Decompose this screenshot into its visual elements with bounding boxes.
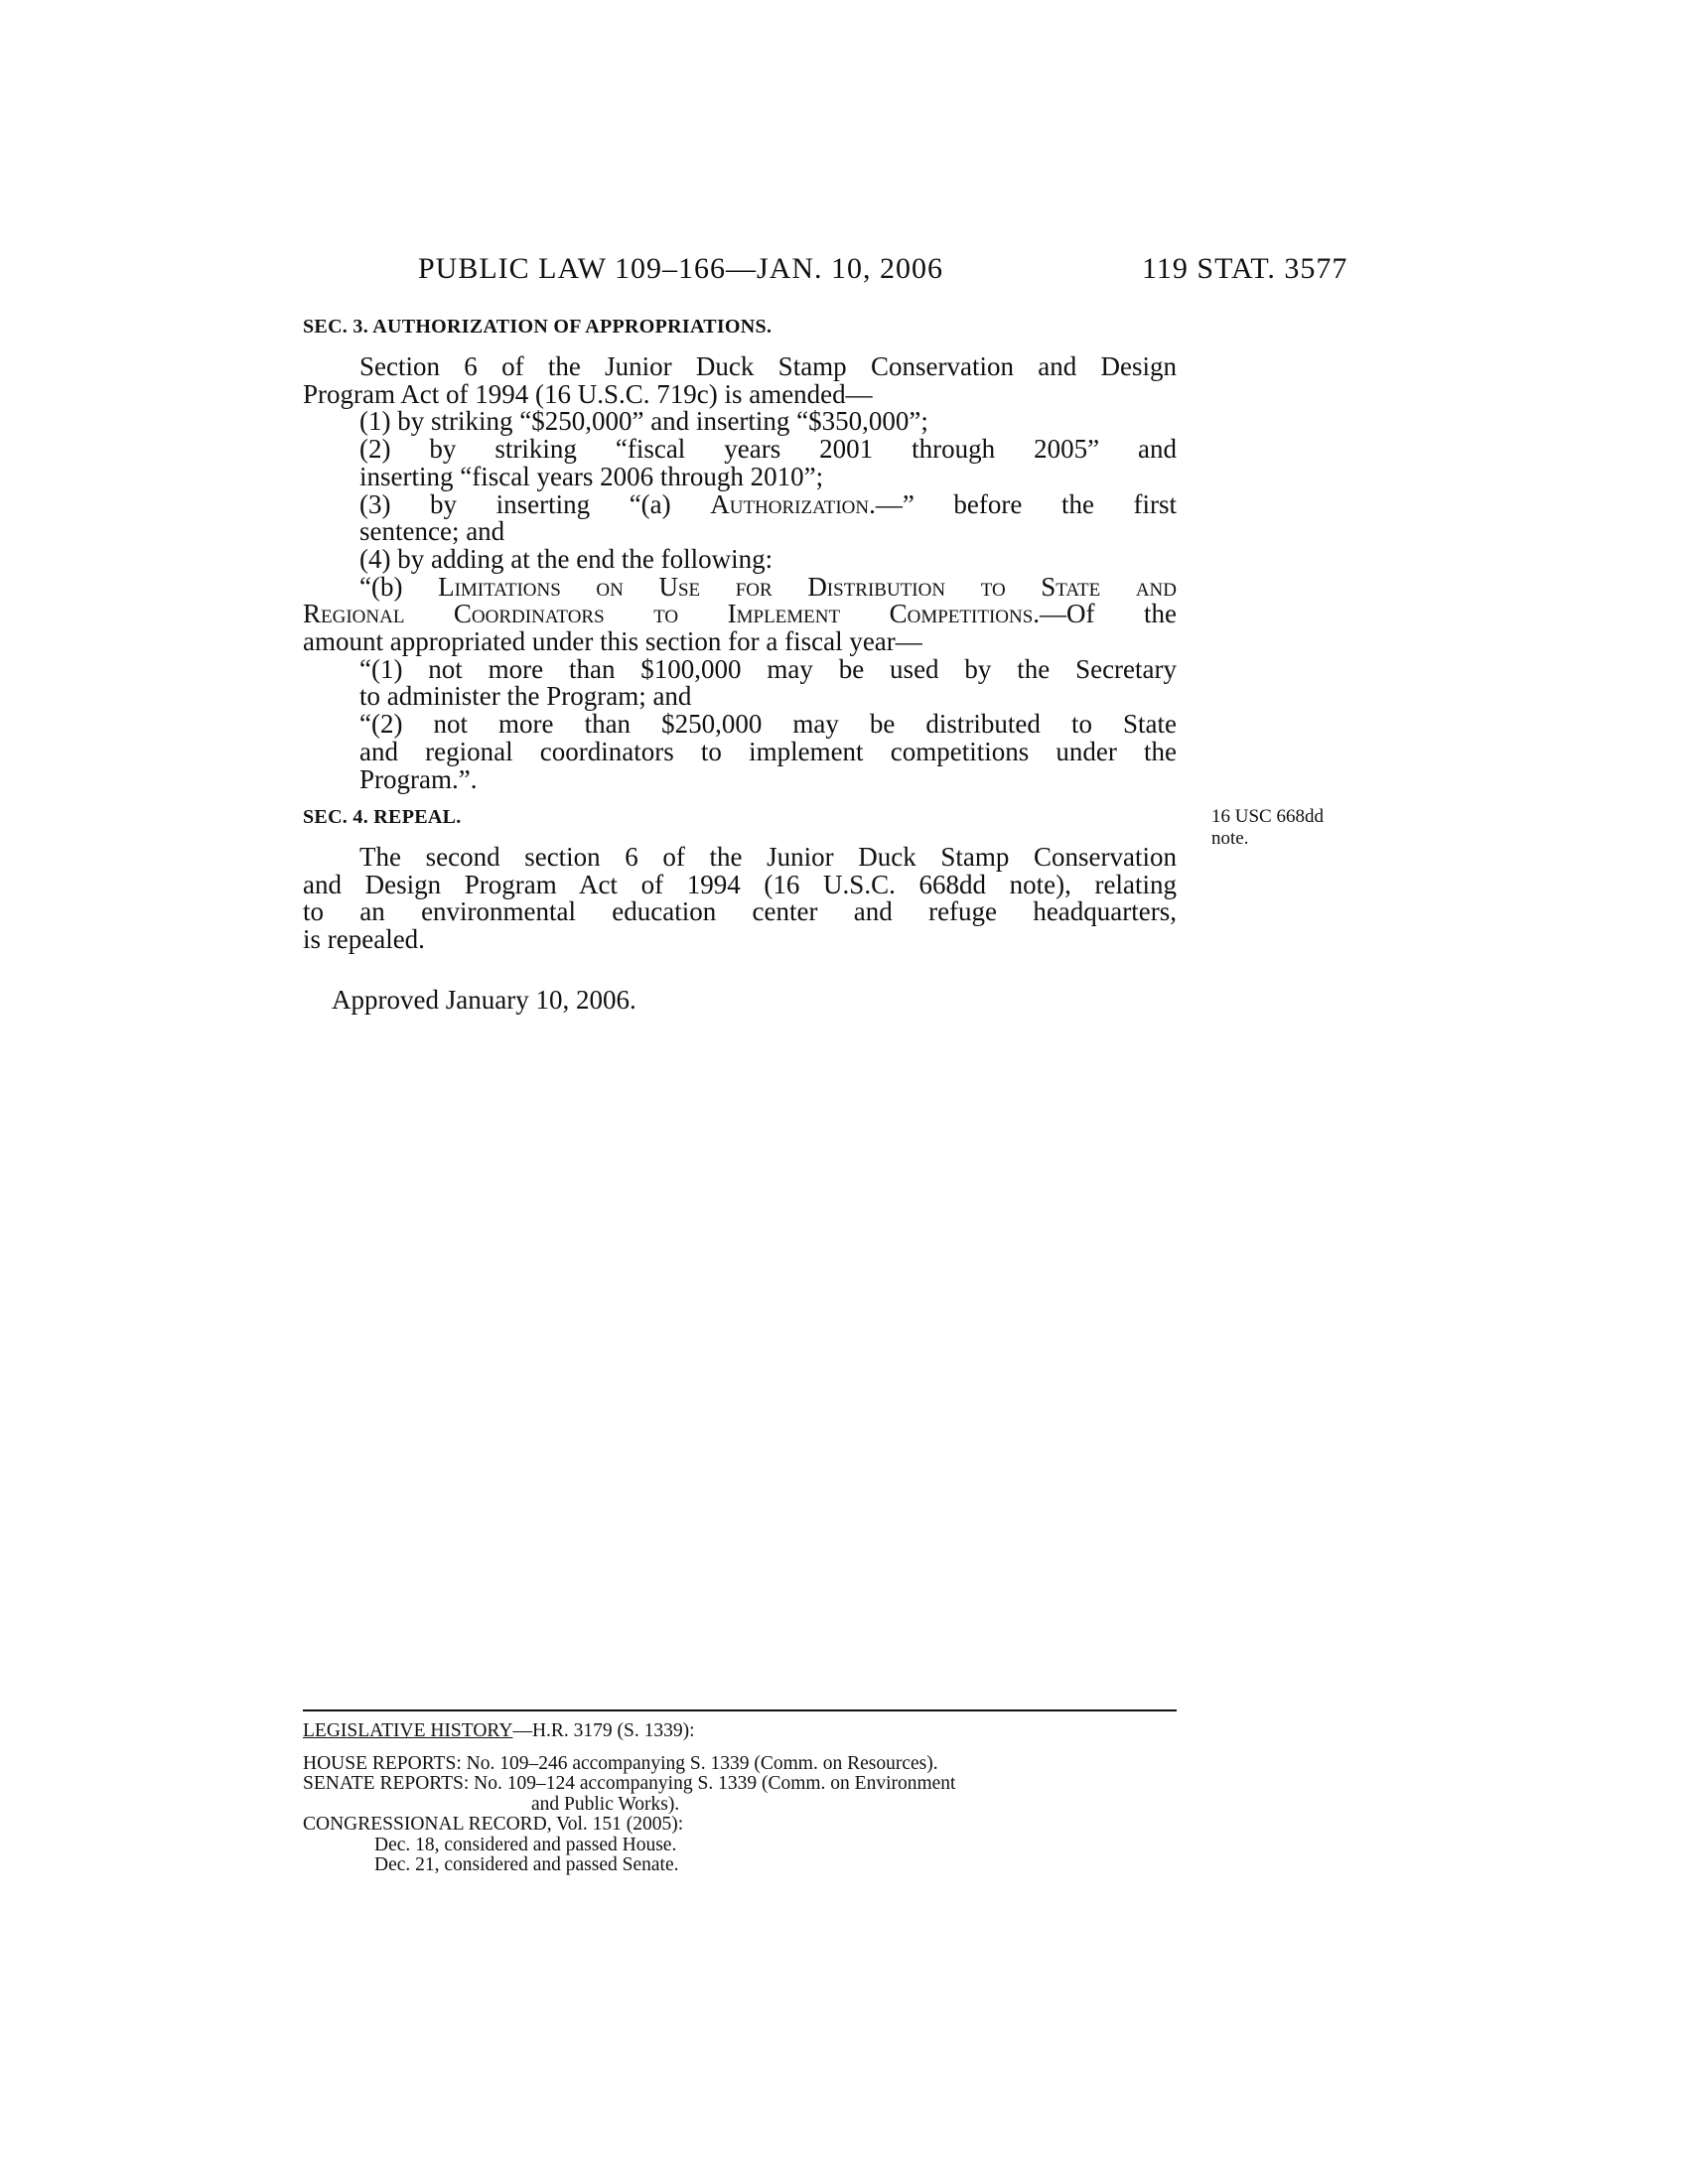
sec3-line: to administer the Program; and [359, 681, 692, 712]
footnote-rule [303, 1709, 1177, 1711]
senate-reports: SENATE REPORTS: No. 109–124 accompanying S. 1339 (Comm. on Environment [303, 1773, 956, 1794]
sec3-smallcaps: Limitations on Use for Distribution to State and [438, 571, 1178, 602]
page-citation: 119 STAT. 3577 [1142, 252, 1348, 285]
sec3-smallcaps: Regional Coordinators to Implement Competitions [303, 599, 1034, 629]
approval-date: Approved January 10, 2006. [332, 985, 636, 1015]
sec3-line: (1) by striking “$250,000” and inserting “$350,000”; [359, 406, 928, 437]
sec4-heading: SEC. 4. REPEAL. [303, 806, 462, 828]
sec3-line [303, 488, 1177, 519]
sec3-text: “(b) [359, 571, 403, 602]
margin-note-line: 16 USC 668dd [1211, 806, 1324, 827]
sec4-line: to an environmental education center and refuge headquarters, [303, 896, 1177, 927]
sec3-line [303, 571, 1178, 602]
sec4-line: is repealed. [303, 924, 425, 955]
house-reports: HOUSE REPORTS: No. 109–246 accompanying S. 1339 (Comm. on Resources). [303, 1752, 938, 1774]
sec3-text: .—” before the first [869, 488, 1177, 519]
margin-note [1211, 806, 1324, 850]
sec3-body [303, 353, 1177, 793]
margin-note-line: note. [1211, 828, 1249, 849]
running-header-title: PUBLIC LAW 109–166—JAN. 10, 2006 [418, 252, 944, 285]
sec4-line: and Design Program Act of 1994 (16 U.S.C. 668dd note), relating [303, 869, 1177, 899]
record-entry: Dec. 21, considered and passed Senate. [374, 1854, 679, 1875]
sec3-text: .—Of the [1033, 599, 1177, 629]
sec3-heading: SEC. 3. AUTHORIZATION OF APPROPRIATIONS. [303, 316, 773, 338]
legislative-history-title [303, 1721, 1177, 1742]
record-entry: Dec. 18, considered and passed House. [374, 1834, 677, 1855]
sec4-line: The second section 6 of the Junior Duck Stamp Conservation [359, 842, 1177, 872]
legislative-history-bill: —H.R. 3179 (S. 1339): [512, 1720, 695, 1741]
legislative-history-label: LEGISLATIVE HISTORY [303, 1720, 513, 1741]
sec3-line: sentence; and [359, 516, 505, 547]
sec3-smallcaps: Authorization [710, 488, 870, 519]
sec3-line: Section 6 of the Junior Duck Stamp Conservation and Design [359, 351, 1177, 381]
sec3-line: Program.”. [359, 763, 478, 794]
senate-reports-cont: and Public Works). [531, 1793, 680, 1815]
sec4-body [303, 844, 1177, 954]
sec3-text: (3) by inserting “(a) [359, 488, 671, 519]
congressional-record: CONGRESSIONAL RECORD, Vol. 151 (2005): [303, 1814, 684, 1835]
sec3-line [303, 601, 1177, 628]
legislative-history [303, 1721, 1177, 1876]
sec3-line: “(1) not more than $100,000 may be used by the Secretary [359, 653, 1177, 684]
sec3-line: amount appropriated under this section for a fiscal year— [303, 626, 922, 657]
sec3-line: and regional coordinators to implement competitions under the [359, 736, 1177, 766]
sec3-line: inserting “fiscal years 2006 through 2010”; [359, 461, 824, 491]
sec3-line: Program Act of 1994 (16 U.S.C. 719c) is amended— [303, 378, 873, 409]
sec3-line: “(2) not more than $250,000 may be distributed to State [359, 709, 1177, 740]
sec3-line: (4) by adding at the end the following: [359, 543, 774, 574]
sec3-line: (2) by striking “fiscal years 2001 through 2005” and [359, 434, 1177, 465]
